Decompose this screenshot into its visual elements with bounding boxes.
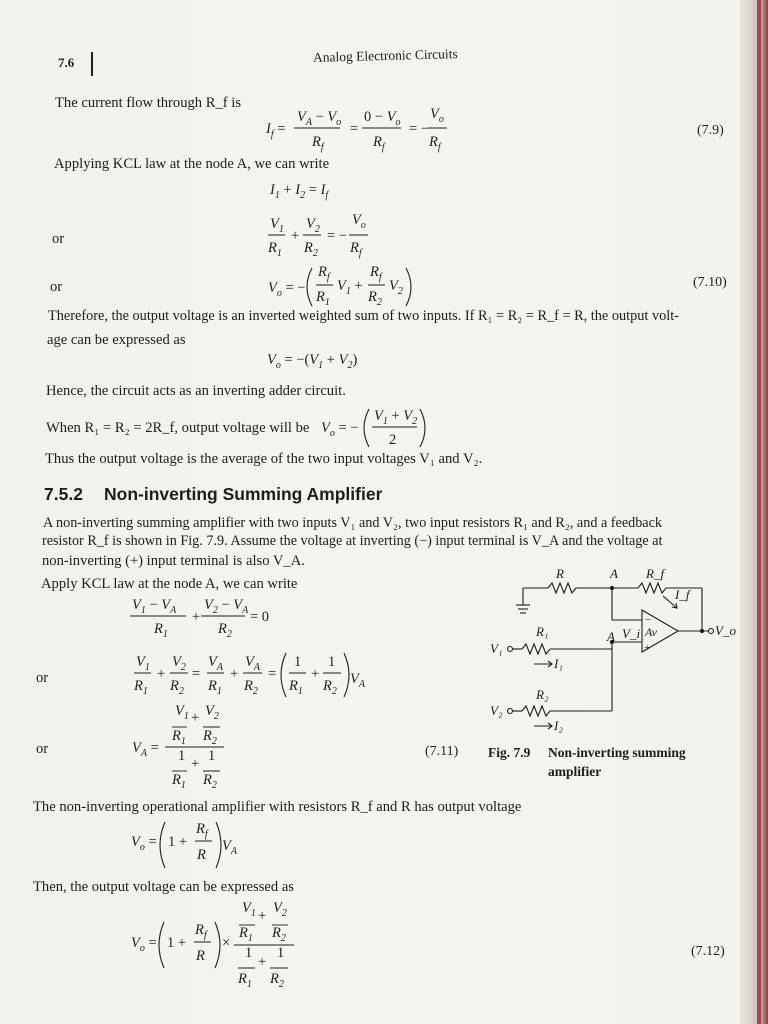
svg-text:V1: $V_1$ xyxy=(270,216,284,235)
text-when-r1-r2: When R₁ = R₂ = 2R_f, output voltage will be xyxy=(46,420,310,436)
text-therefore-line2: age can be expressed as xyxy=(47,332,186,348)
svg-text:V1 +: $V_1$ + xyxy=(337,278,363,297)
svg-text:Rf: $R_f$ xyxy=(370,264,382,283)
label-r: R xyxy=(556,566,564,581)
eq-number-7-9: (7.9) xyxy=(697,123,724,138)
eq-number-7-11: (7.11) xyxy=(425,744,459,759)
svg-text:R2: $R_2$ xyxy=(203,728,217,747)
svg-text:+: + xyxy=(311,666,320,682)
svg-text:=: = xyxy=(350,121,359,137)
svg-text:1: 1 xyxy=(328,654,336,670)
svg-text:V2: $V_2$ xyxy=(389,278,403,297)
svg-text:R1: $R_1$ xyxy=(239,925,253,944)
svg-text:=: = xyxy=(268,666,277,682)
equation-kcl-voltages xyxy=(267,212,366,259)
svg-text:R1: $R_1$ xyxy=(154,621,168,640)
svg-text:R2: $R_2$ xyxy=(244,678,258,697)
text-intro-line2: resistor R_f is shown in Fig. 7.9. Assume the voltage at inverting (−) input terminal is V_A and the voltage at xyxy=(42,533,663,549)
text-inverting-adder: Hence, the circuit acts as an inverting adder circuit. xyxy=(46,383,346,399)
svg-text:VA: $V_A$ xyxy=(222,838,237,857)
label-v2: V₂ xyxy=(490,703,503,718)
svg-text:V2: $V_2$ xyxy=(273,900,287,919)
running-title: Analog Electronic Circuits xyxy=(312,46,458,65)
svg-text:R2: $R_2$ xyxy=(272,925,286,944)
resistor-rf xyxy=(638,583,666,593)
text-or-1: or xyxy=(52,231,65,247)
equation-va-rearranged xyxy=(133,654,366,697)
svg-text:0 − Vo: $0 - V_o$ xyxy=(364,109,401,128)
svg-text:Rf: $R_f$ xyxy=(318,264,330,283)
svg-text:V1: $V_1$ xyxy=(242,900,256,919)
svg-text:= 0: = 0 xyxy=(250,609,270,625)
text-average: Thus the output voltage is the average of the two input voltages V₁ and V₂. xyxy=(45,451,483,467)
svg-text:+: + xyxy=(157,666,166,682)
svg-text:+: + xyxy=(258,954,267,970)
eq-number-7-10: (7.10) xyxy=(693,275,727,290)
label-v1: V₁ xyxy=(490,641,503,656)
svg-text:R1: $R_1$ xyxy=(134,678,148,697)
svg-text:R2: $R_2$ xyxy=(323,678,337,697)
binding-line xyxy=(757,0,761,1024)
label-plus: + xyxy=(644,642,651,654)
label-rf: R_f xyxy=(646,566,665,581)
svg-text:+: + xyxy=(291,228,300,244)
svg-text:Rf: $R_f$ xyxy=(350,240,362,259)
svg-text:V2: $V_2$ xyxy=(172,654,186,673)
circuit-diagram xyxy=(470,560,738,740)
svg-text:1 +: 1 + xyxy=(167,935,187,951)
equation-7-9 xyxy=(265,106,444,153)
svg-text:R1: $R_1$ xyxy=(208,678,222,697)
svg-text:R1: $R_1$ xyxy=(316,289,330,308)
svg-text:1 +: 1 + xyxy=(168,834,188,850)
label-a-mid: A xyxy=(607,629,615,644)
label-av: Av xyxy=(645,625,657,639)
text-or-3: or xyxy=(36,670,49,686)
svg-text:R2: $R_2$ xyxy=(203,772,217,791)
svg-text:= −: = − xyxy=(327,228,347,244)
svg-text:If =: $I_f$ = xyxy=(266,121,286,140)
svg-text:Vo = −: $V_o$ = − xyxy=(321,420,359,439)
svg-text:Vo: $V_o$ xyxy=(352,212,366,231)
label-i1: I₁ xyxy=(554,656,563,671)
equation-7-10 xyxy=(268,264,403,308)
resistor-r xyxy=(548,583,576,593)
label-a-top: A xyxy=(610,566,618,581)
svg-text:1: 1 xyxy=(294,654,302,670)
svg-text:R2: $R_2$ xyxy=(170,678,184,697)
text-intro-line1: A non-inverting summing amplifier with two inputs V₁ and V₂, two input resistors R₁ and R₂, and a feedback xyxy=(43,515,662,531)
svg-text:VA: $V_A$ xyxy=(208,654,223,673)
page-edge xyxy=(740,0,768,1024)
svg-text:R: R xyxy=(197,847,206,863)
svg-text:+: + xyxy=(258,908,267,924)
section-number: 7.5.2 xyxy=(44,484,83,504)
svg-text:R1: $R_1$ xyxy=(172,772,186,791)
svg-text:+: + xyxy=(191,710,200,726)
svg-text:R2: $R_2$ xyxy=(218,621,232,640)
figure-caption-line2: amplifier xyxy=(548,764,602,779)
svg-text:1: 1 xyxy=(208,748,216,764)
svg-text:Rf: $R_f$ xyxy=(373,134,385,153)
svg-text:2: 2 xyxy=(389,432,397,448)
svg-text:=: = xyxy=(192,666,201,682)
equation-kcl-node-a xyxy=(132,597,269,640)
equation-vo-gain xyxy=(131,821,238,863)
svg-text:V1 + V2: $V_1 + V_2$ xyxy=(374,408,418,427)
svg-text:R: R xyxy=(196,948,205,964)
svg-text:V1: $V_1$ xyxy=(175,703,189,722)
text-or-4: or xyxy=(36,741,49,757)
label-r2: R₂ xyxy=(536,687,549,702)
svg-text:= −: = − xyxy=(409,121,429,137)
label-minus: − xyxy=(645,614,652,626)
equation-average xyxy=(321,408,417,448)
eq-number-7-12: (7.12) xyxy=(691,944,725,959)
figure-caption-line1: Non-inverting summing xyxy=(548,745,686,760)
label-r1: R₁ xyxy=(536,624,549,639)
svg-text:VA − Vo: $V_A - V_o$ xyxy=(297,109,342,128)
svg-text:R1: $R_1$ xyxy=(289,678,303,697)
svg-text:R2: $R_2$ xyxy=(270,971,284,990)
text-current-flow: The current flow through R_f is xyxy=(55,95,242,111)
text-intro-line3: non-inverting (+) input terminal is also V_A. xyxy=(42,553,305,569)
label-vi: V_i xyxy=(622,626,641,641)
resistor-r1 xyxy=(522,644,550,654)
svg-text:Rf: $R_f$ xyxy=(429,134,441,153)
equation-kcl-currents: $I_1 + I_2 = I_f$ xyxy=(270,182,329,201)
label-vo: V_o xyxy=(715,623,736,638)
svg-text:V2 − VA: $V_2 - V_A$ xyxy=(204,597,249,616)
text-therefore-line1: Therefore, the output voltage is an inverted weighted sum of two inputs. If R₁ = R₂ = R_f = R, the output volt- xyxy=(48,308,679,324)
svg-text:VA: $V_A$ xyxy=(245,654,260,673)
svg-text:+: + xyxy=(191,756,200,772)
svg-text:R2: $R_2$ xyxy=(368,289,382,308)
svg-text:Vo = −: $V_o$ = − xyxy=(268,280,306,299)
text-kcl-node-a: Applying KCL law at the node A, we can write xyxy=(54,156,330,172)
equation-inverted-sum: $V_o = -(V_1 + V_2)$ xyxy=(267,352,358,371)
svg-text:Rf: $R_f$ xyxy=(196,821,208,840)
resistor-r2 xyxy=(522,706,550,716)
svg-text:1: 1 xyxy=(277,945,285,961)
page-number: 7.6 xyxy=(58,55,75,70)
svg-text:R1: $R_1$ xyxy=(172,728,186,747)
svg-text:R1: $R_1$ xyxy=(238,971,252,990)
section-title: Non-inverting Summing Amplifier xyxy=(104,484,383,504)
svg-text:+: + xyxy=(192,609,201,625)
svg-text:V2: $V_2$ xyxy=(205,703,219,722)
text-noninverting-opamp: The non-inverting operational amplifier with resistors R_f and R has output voltage xyxy=(33,799,522,815)
svg-text:Rf: $R_f$ xyxy=(195,922,207,941)
figure-label: Fig. 7.9 xyxy=(488,745,531,760)
svg-text:×: × xyxy=(222,935,231,951)
svg-text:Vo =: $V_o$ = xyxy=(131,834,157,853)
label-i2: I₂ xyxy=(554,718,563,733)
text-apply-kcl: Apply KCL law at the node A, we can write xyxy=(41,576,298,592)
svg-text:V1: $V_1$ xyxy=(136,654,150,673)
svg-text:+: + xyxy=(230,666,239,682)
svg-text:R1: $R_1$ xyxy=(268,240,282,259)
svg-text:Vo: $V_o$ xyxy=(430,106,444,125)
svg-text:VA: $V_A$ xyxy=(350,671,365,690)
svg-text:Rf: $R_f$ xyxy=(312,134,324,153)
svg-text:R2: $R_2$ xyxy=(304,240,318,259)
text-or-2: or xyxy=(50,279,63,295)
label-if: I_f xyxy=(675,587,690,602)
text-then-output: Then, the output voltage can be expressed as xyxy=(33,879,294,895)
svg-text:VA =: $V_A$ = xyxy=(132,740,159,759)
svg-text:V2: $V_2$ xyxy=(306,216,320,235)
svg-text:Vo =: $V_o$ = xyxy=(131,935,157,954)
svg-text:1: 1 xyxy=(245,945,253,961)
svg-text:V1 − VA: $V_1 - V_A$ xyxy=(132,597,177,616)
svg-text:1: 1 xyxy=(178,748,186,764)
